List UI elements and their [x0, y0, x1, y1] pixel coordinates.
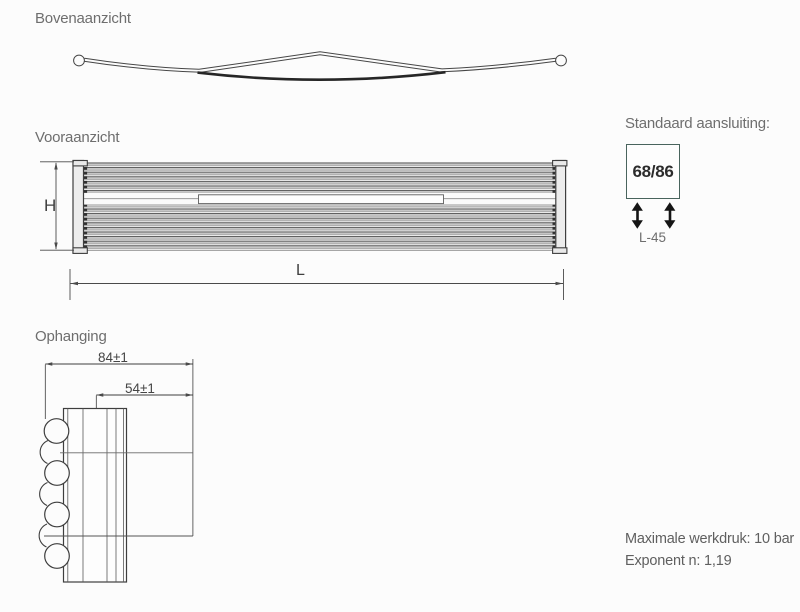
front-view-drawing — [73, 161, 567, 254]
mounting-label: Ophanging — [35, 328, 107, 345]
length-dimension-label: L — [296, 262, 305, 279]
tube-circle — [44, 419, 69, 444]
front-view-label: Vooraanzicht — [35, 129, 120, 146]
tube-circle — [45, 544, 70, 569]
left-header — [73, 161, 84, 254]
exponent-text: Exponent n: 1,19 — [625, 553, 732, 569]
mounting-inner-dimension-label: 54±1 — [125, 381, 155, 396]
mounting-drawing — [39, 359, 193, 582]
tube-circle — [45, 502, 70, 527]
connection-title: Standaard aansluiting: — [625, 115, 770, 132]
max-pressure-text: Maximale werkdruk: 10 bar — [625, 531, 795, 547]
top-view-label: Bovenaanzicht — [35, 10, 131, 27]
left-endcap-circle — [74, 55, 85, 66]
tube-circle — [45, 461, 70, 486]
mounting-bracket — [64, 409, 127, 583]
height-dimension-label: H — [44, 196, 57, 215]
right-header — [556, 161, 566, 254]
length-dimension-line — [70, 269, 564, 300]
right-endcap-circle — [556, 55, 567, 66]
top-view-drawing — [74, 52, 567, 80]
connection-size-label: 68/86 — [632, 161, 674, 181]
front-face-arc — [198, 72, 446, 80]
tube-bank — [84, 162, 556, 251]
connection-code-label: L-45 — [639, 230, 667, 245]
connection-arrows-icon — [632, 202, 676, 229]
connection-size-box — [626, 144, 680, 199]
center-seam-plate — [199, 195, 444, 204]
mounting-outer-dimension-label: 84±1 — [98, 350, 128, 365]
